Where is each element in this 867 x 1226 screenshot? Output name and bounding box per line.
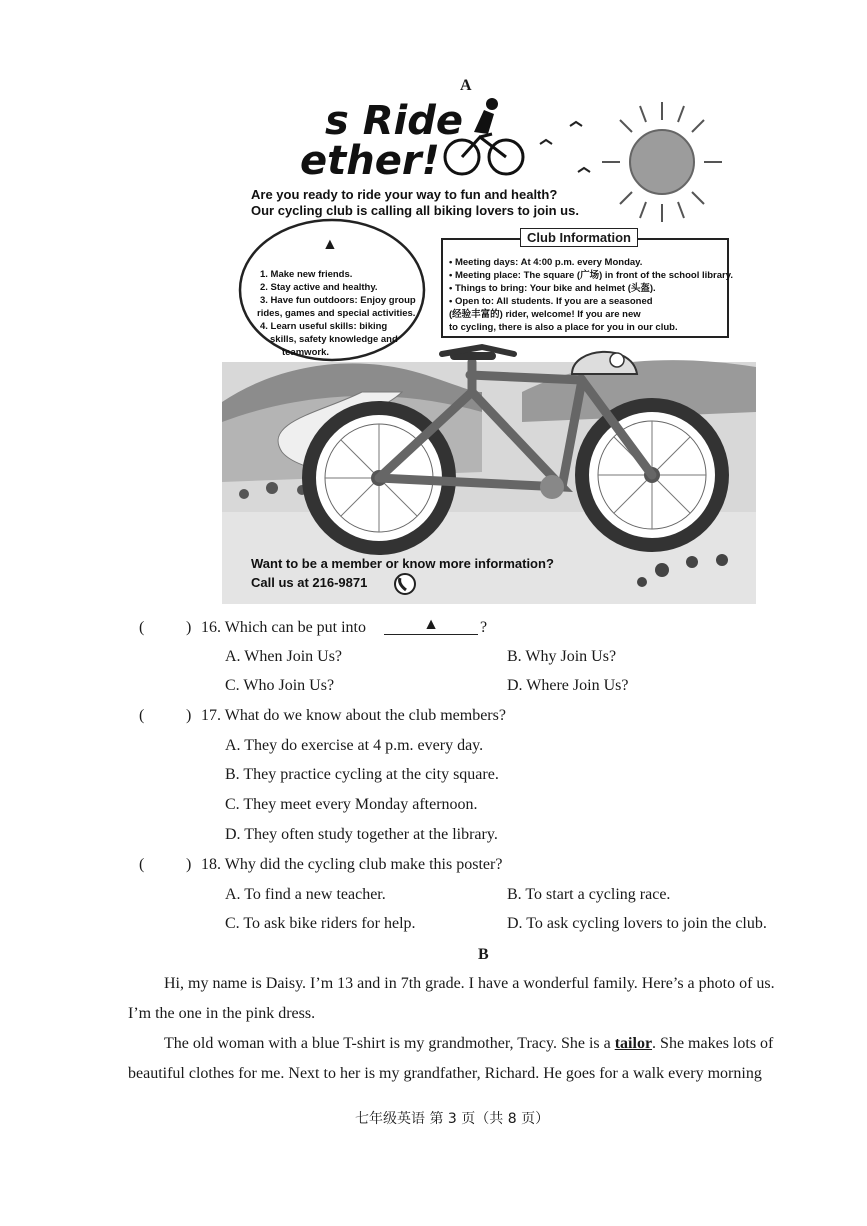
club-info-line: • Things to bring: Your bike and helmet (头盔).: [449, 283, 656, 294]
club-info-line: • Open to: All students. If you are a seasoned: [449, 296, 653, 307]
answer-paren-right: ): [186, 856, 192, 873]
keyword-tailor: tailor: [614, 1035, 653, 1052]
club-information-box: [441, 230, 733, 338]
club-info-line: to cycling, there is also a place for you in our club.: [449, 322, 678, 333]
oval-item-3: 3. Have fun outdoors: Enjoy group: [260, 295, 416, 306]
q17-option-b: B. They practice cycling at the city square.: [225, 766, 499, 783]
question-18-stem: 18. Why did the cycling club make this poster?: [201, 856, 503, 873]
q16-option-a: A. When Join Us?: [225, 648, 343, 665]
answer-paren-right: ): [186, 707, 192, 724]
poster-title-line2: ether!: [300, 138, 440, 184]
club-info-line: • Meeting days: At 4:00 p.m. every Monday.: [449, 257, 643, 268]
passage-b-para1-line2: I’m the one in the pink dress.: [128, 1005, 316, 1022]
oval-item-2: 2. Stay active and healthy.: [260, 282, 378, 293]
poster-intro-line2: Our cycling club is calling all biking lovers to join us.: [251, 203, 579, 218]
passage-b-para2-line2: beautiful clothes for me. Next to her is my grandfather, Richard. He goes for a walk every morning: [128, 1065, 762, 1082]
answer-paren-right: ): [186, 619, 192, 636]
q18-option-d: D. To ask cycling lovers to join the club.: [507, 915, 767, 932]
blank-triangle-mark: ▲: [423, 616, 439, 633]
page-footer: 七年级英语 第 3 页（共 8 页）: [355, 1111, 550, 1127]
section-a-label: A: [460, 77, 472, 94]
club-info-heading: Club Information: [520, 228, 638, 247]
section-b-label: B: [478, 946, 489, 963]
contact-line1: Want to be a member or know more information?: [251, 556, 554, 571]
q17-option-c: C. They meet every Monday afternoon.: [225, 796, 478, 813]
question-16-blank: [384, 616, 478, 635]
q16-option-b: B. Why Join Us?: [507, 648, 617, 665]
question-16-end: ?: [480, 619, 488, 636]
q16-option-c: C. Who Join Us?: [225, 677, 335, 694]
oval-item-4-end: teamwork.: [282, 347, 329, 358]
oval-item-3-cont: rides, games and special activities.: [257, 308, 416, 319]
q18-option-a: A. To find a new teacher.: [225, 886, 386, 903]
poster-intro-line1: Are you ready to ride your way to fun and health?: [251, 187, 558, 202]
oval-item-4-cont: skills, safety knowledge and: [270, 334, 398, 345]
contact-line2: Call us at 216-9871: [251, 575, 368, 590]
club-info-line: • Meeting place: The square (广场) in front of the school library.: [449, 270, 733, 281]
answer-paren-left: (: [139, 856, 145, 873]
q17-option-d: D. They often study together at the library.: [225, 826, 498, 843]
passage-b-para2-line1: The old woman with a blue T-shirt is my grandmother, Tracy. She is a tailor. She makes lots of: [164, 1035, 774, 1052]
q16-option-d: D. Where Join Us?: [507, 677, 629, 694]
q18-option-c: C. To ask bike riders for help.: [225, 915, 416, 932]
answer-paren-left: (: [139, 619, 145, 636]
question-16-stem: 16. Which can be put into: [201, 619, 366, 636]
question-17-stem: 17. What do we know about the club members?: [201, 707, 506, 724]
q17-option-a: A. They do exercise at 4 p.m. every day.: [225, 737, 484, 754]
oval-item-4: 4. Learn useful skills: biking: [260, 321, 388, 332]
oval-triangle-mark: ▲: [322, 236, 338, 253]
answer-paren-left: (: [139, 707, 145, 724]
passage-b-para1-line1: Hi, my name is Daisy. I’m 13 and in 7th grade. I have a wonderful family. Here’s a photo of us.: [164, 975, 775, 992]
poster-title-line1: s Ride: [325, 98, 464, 144]
q18-option-b: B. To start a cycling race.: [507, 886, 671, 903]
oval-item-1: 1. Make new friends.: [260, 269, 353, 280]
cycling-club-poster: [222, 92, 756, 604]
club-info-line: (经验丰富的) rider, welcome! If you are new: [449, 309, 641, 320]
phone-icon: [395, 574, 415, 594]
